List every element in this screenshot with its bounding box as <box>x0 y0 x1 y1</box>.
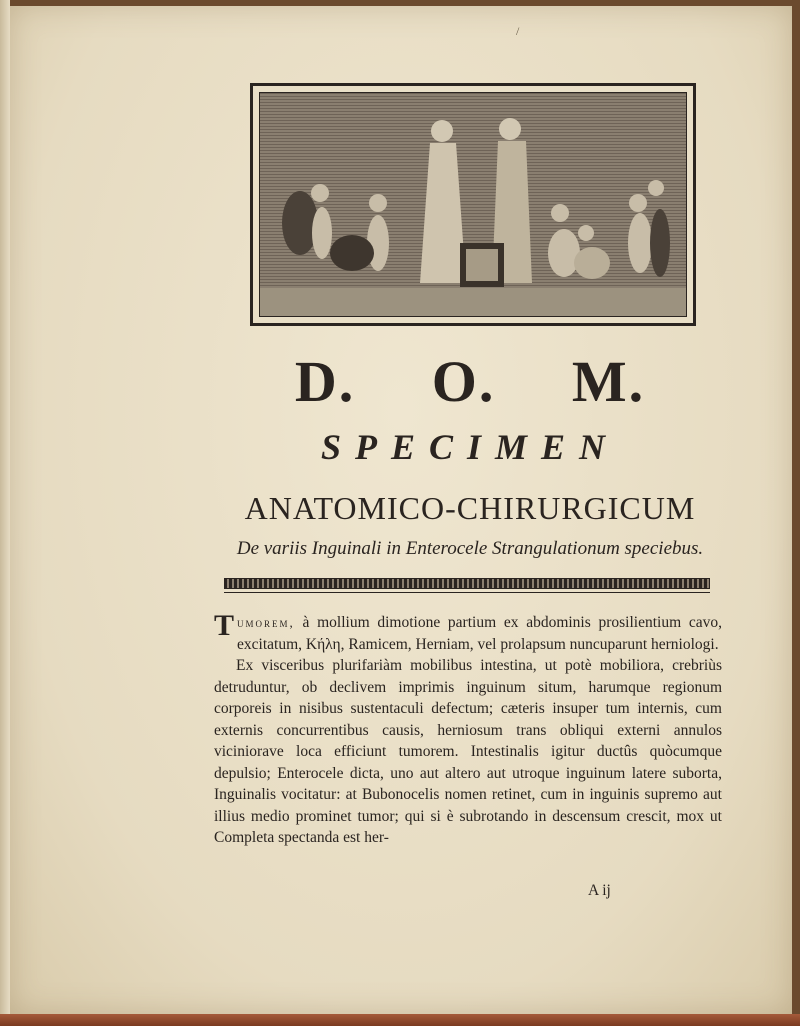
subtitle: De variis Inguinali in Enterocele Strangulationum speciebus. <box>236 538 704 559</box>
page-mark: / <box>516 24 520 38</box>
engraved-vignette <box>250 83 696 326</box>
dom-heading: D. O. M. <box>294 349 646 414</box>
ornamental-rule <box>224 578 710 589</box>
vignette-figures-icon <box>260 93 686 316</box>
main-title: ANATOMICO-CHIRURGICUM <box>244 490 696 526</box>
first-word: umorem, <box>237 615 295 630</box>
book-edge <box>0 1014 800 1026</box>
specimen-heading: SPECIMEN <box>320 427 620 467</box>
drop-capital: T <box>214 609 235 642</box>
paragraph-1-text: à mollium dimotione partium ex abdominis prosilientium cavo, excitatum, Κήλη, Ramicem, Herniam, vel prolapsum nuncuparunt herniologi. <box>237 614 722 653</box>
body-text <box>214 609 722 849</box>
page-gutter <box>0 0 10 1026</box>
signature-mark: A ij <box>588 882 611 899</box>
thin-rule <box>224 592 710 593</box>
vignette-engraving <box>259 92 687 317</box>
paragraph-1 <box>214 609 722 655</box>
paragraph-2: Ex visceribus plurifariàm mobilibus intestina, ut potè mobiliora, crebriùs detruduntur, ob declivem imprimis inguinum situm, harumque regionum corporeis in nisibus sustentaculi defectum; cæteris insuper tum internis, cum externis concurrentibus causis, herniosum trans obliqui externi annulos viciniorave loca efficiunt tumorem. Intestinalis igitur ductûs quòcumque depulsio; Enterocele dicta, uno aut altero aut utroque inguinum latere suborta, Inguinalis vocitatur: at Bubonocelis nomen retinet, cum in inguinis supremo aut illius medio prominet tumor; qui si è subrotando in descensum crescit, mox ut Completa spectanda est her- <box>214 657 722 846</box>
